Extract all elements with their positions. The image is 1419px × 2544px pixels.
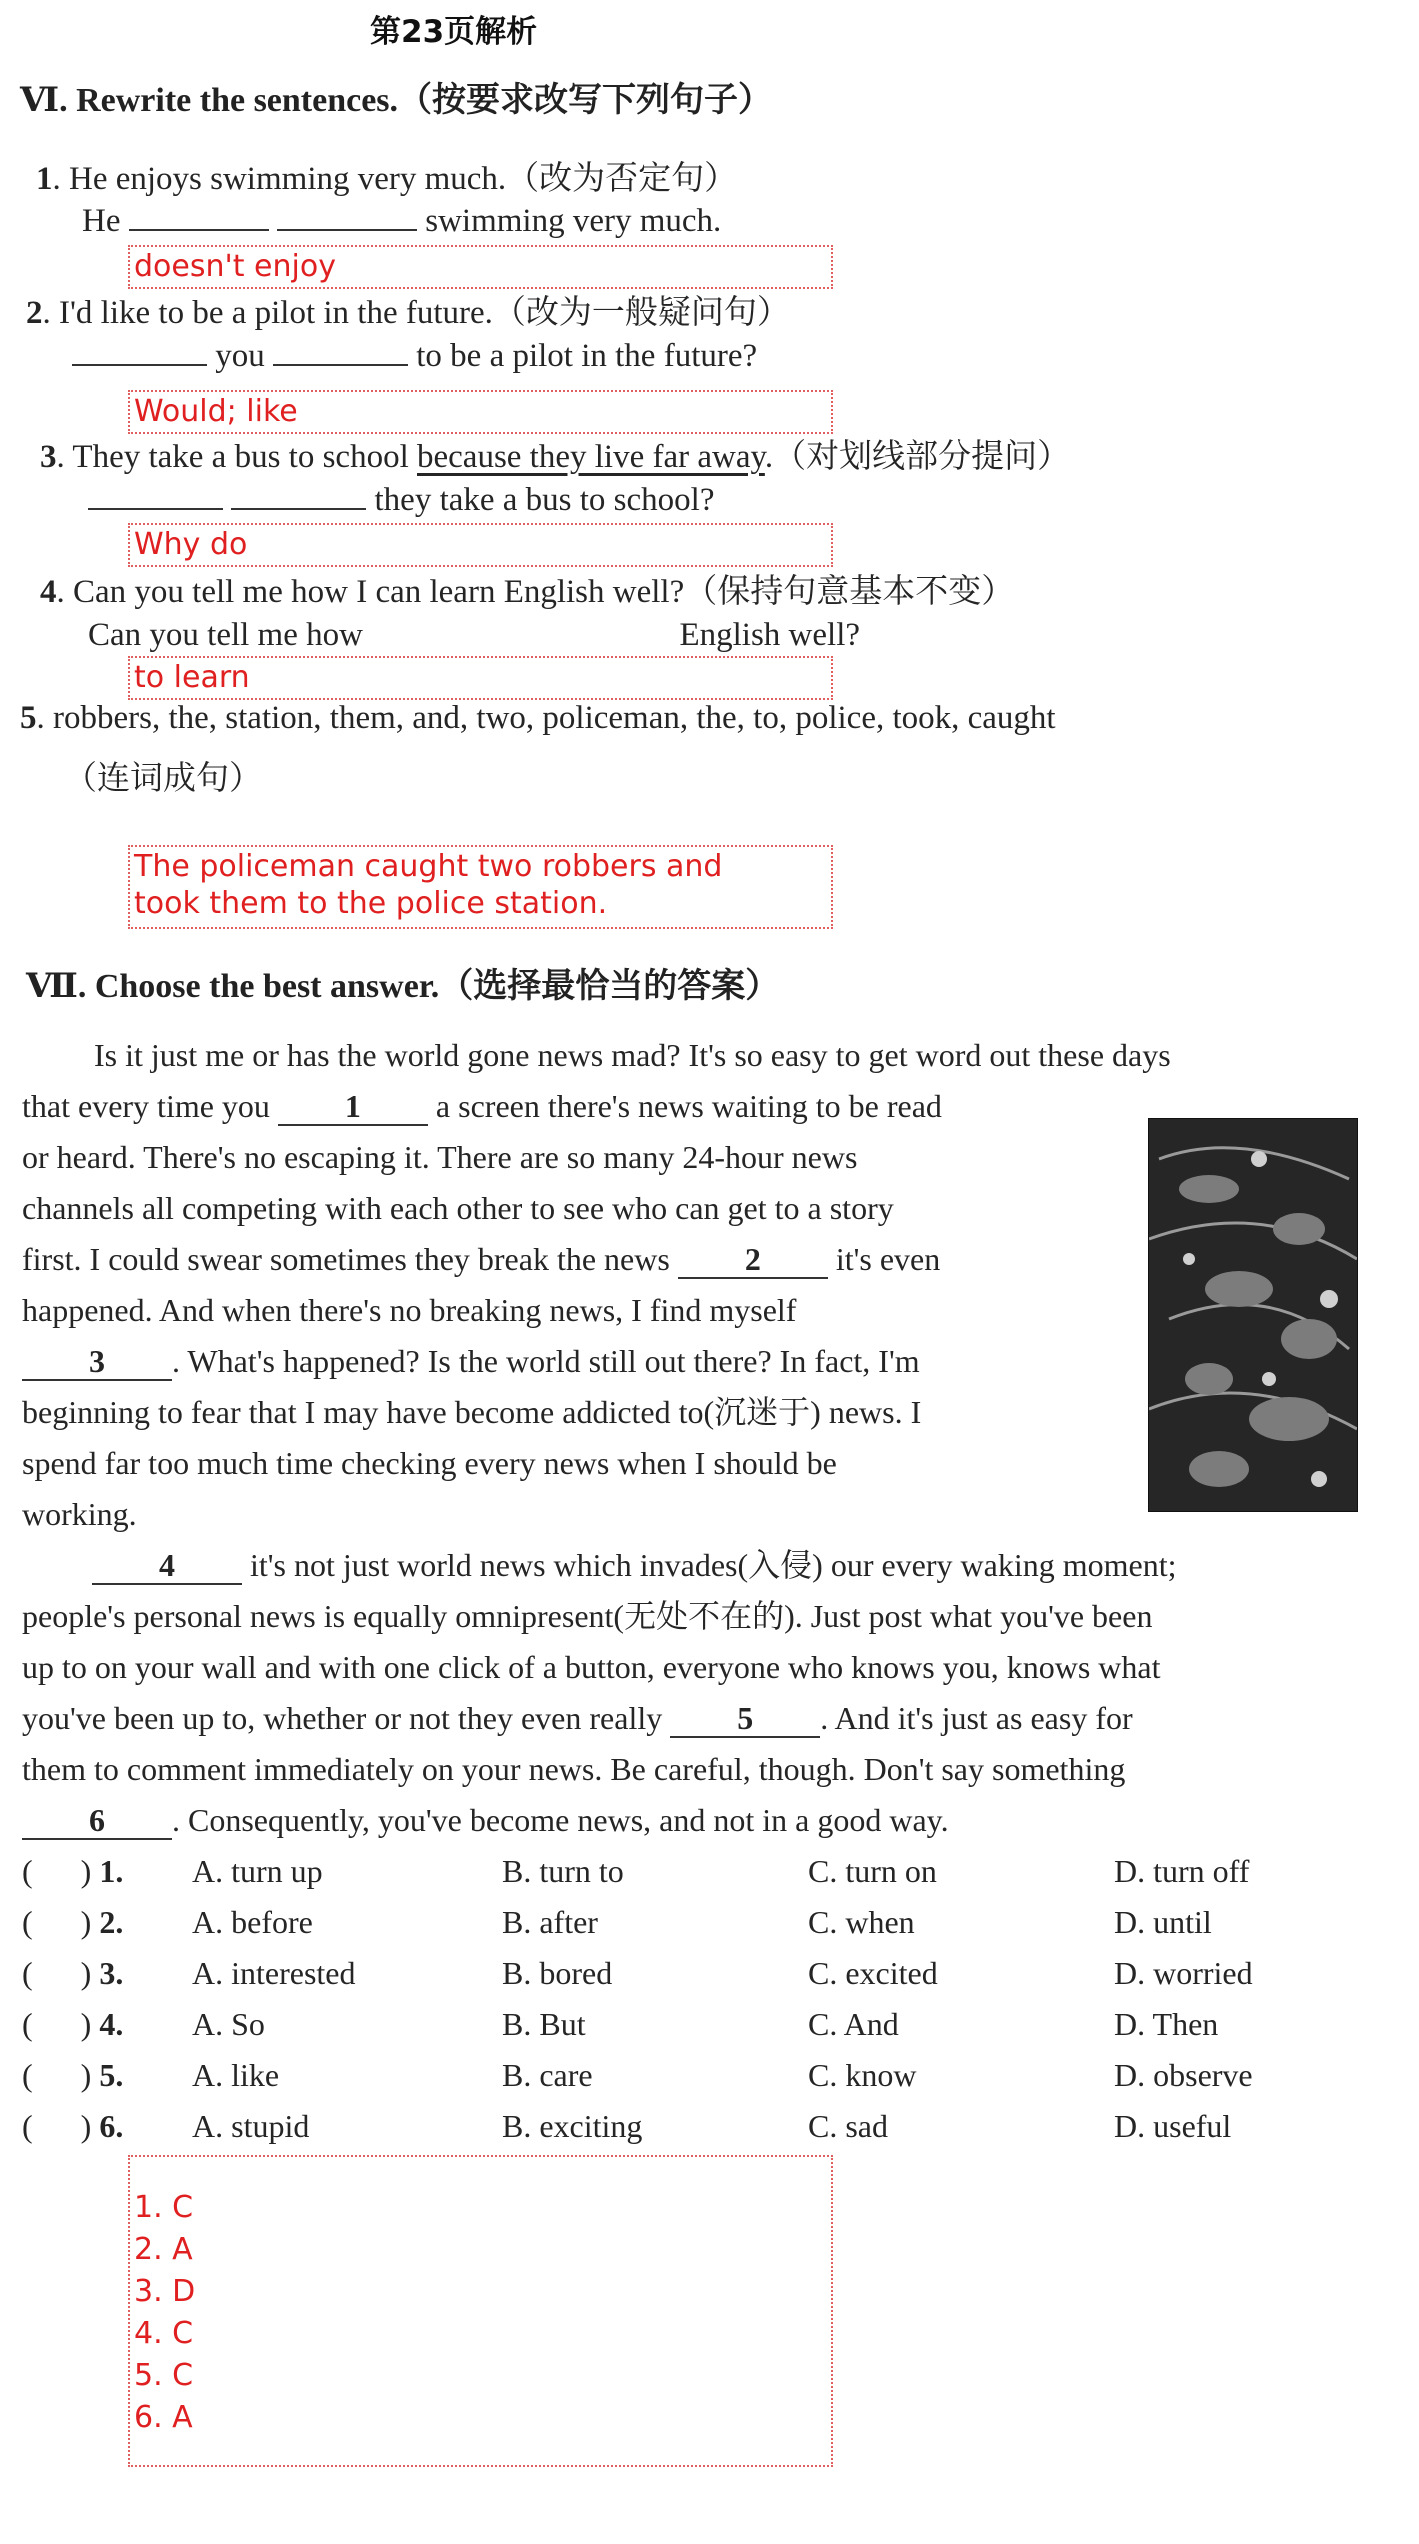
question-5-instruction: （连词成句） (64, 761, 262, 797)
passage-line: spend far too much time checking every news when I should be (22, 1445, 837, 1481)
answer-box-1: doesn't enjoy (128, 245, 833, 289)
question-5: 5. robbers, the, station, them, and, two, policeman, the, to, police, took, caught (20, 700, 1056, 736)
option-1-D[interactable]: D. turn off (1114, 1853, 1250, 1889)
option-3-D[interactable]: D. worried (1114, 1955, 1253, 1991)
option-5-D[interactable]: D. observe (1114, 2057, 1253, 2093)
passage-line: beginning to fear that I may have become addicted to(沉迷于) news. I (22, 1394, 922, 1430)
passage-line: Is it just me or has the world gone news mad? It's so easy to get word out these days (94, 1037, 1171, 1073)
option-4-D[interactable]: D. Then (1114, 2006, 1219, 2042)
blank-5: 5 (670, 1702, 820, 1738)
option-row-1: ( ) 1. (22, 1853, 124, 1889)
passage-line: working. (22, 1496, 137, 1532)
question-3-rewrite: they take a bus to school? (88, 482, 715, 519)
option-2-A[interactable]: A. before (192, 1904, 313, 1940)
option-row-6: ( ) 6. (22, 2108, 124, 2144)
option-3-B[interactable]: B. bored (502, 1955, 613, 1991)
section7-heading: Ⅶ. Choose the best answer.（选择最恰当的答案） (26, 968, 780, 1005)
option-row-2: ( ) 2. (22, 1904, 124, 1940)
question-4-rewrite: Can you tell me how English well? (88, 617, 861, 653)
option-2-C[interactable]: C. when (808, 1904, 915, 1940)
option-row-3: ( ) 3. (22, 1955, 124, 1991)
blank-2: 2 (678, 1243, 828, 1279)
blank-4: 4 (92, 1549, 242, 1585)
option-1-A[interactable]: A. turn up (192, 1853, 323, 1889)
passage-line: channels all competing with each other to see who can get to a story (22, 1190, 894, 1226)
passage-line: you've been up to, whether or not they even really 5 . And it's just as easy for (22, 1700, 1133, 1736)
passage-line: first. I could swear sometimes they break the news 2 it's even (22, 1241, 941, 1277)
passage-line: that every time you 1 a screen there's news waiting to be read (22, 1088, 942, 1124)
passage-line: 6 . Consequently, you've become news, and not in a good way. (22, 1795, 949, 1846)
option-5-C[interactable]: C. know (808, 2057, 917, 2093)
passage-line: 3 . What's happened? Is the world still out there? In fact, I'm (22, 1336, 920, 1387)
option-6-A[interactable]: A. stupid (192, 2108, 310, 2144)
option-row-5: ( ) 5. (22, 2057, 124, 2093)
option-2-D[interactable]: D. until (1114, 1904, 1212, 1940)
option-4-B[interactable]: B. But (502, 2006, 586, 2042)
passage-line: them to comment immediately on your news. Be careful, though. Don't say something (22, 1751, 1126, 1787)
answer-box-5: The policeman caught two robbers and took them to the police station. (128, 845, 833, 929)
blank-6: 6 (22, 1804, 172, 1840)
section6-heading: Ⅵ. Rewrite the sentences.（按要求改写下列句子） (20, 82, 773, 119)
option-6-B[interactable]: B. exciting (502, 2108, 643, 2144)
question-1: 1. He enjoys swimming very much.（改为否定句） (36, 161, 738, 197)
option-row-4: ( ) 4. (22, 2006, 124, 2042)
option-5-B[interactable]: B. care (502, 2057, 593, 2093)
question-2-rewrite: you to be a pilot in the future? (72, 338, 757, 375)
option-4-A[interactable]: A. So (192, 2006, 265, 2042)
option-2-B[interactable]: B. after (502, 1904, 598, 1940)
blank-3: 3 (22, 1345, 172, 1381)
passage-line: 4 it's not just world news which invades(入侵) our every waking moment; (92, 1540, 1177, 1591)
answer-box-3: Why do (128, 523, 833, 567)
answer-box-7: 1. C 2. A 3. D 4. C 5. C 6. A (128, 2155, 833, 2467)
question-4: 4. Can you tell me how I can learn English well?（保持句意基本不变） (40, 574, 1015, 610)
passage-line: up to on your wall and with one click of a button, everyone who knows you, knows what (22, 1649, 1161, 1685)
question-2: 2. I'd like to be a pilot in the future.（改为一般疑问句） (26, 295, 790, 331)
question-1-rewrite: He swimming very much. (82, 203, 722, 239)
news-collage-photo (1148, 1118, 1358, 1512)
passage-line: or heard. There's no escaping it. There are so many 24-hour news (22, 1139, 858, 1175)
option-1-C[interactable]: C. turn on (808, 1853, 937, 1889)
option-6-D[interactable]: D. useful (1114, 2108, 1232, 2144)
question-3: 3. They take a bus to school because they live far away.（对划线部分提问） (40, 439, 1071, 475)
option-6-C[interactable]: C. sad (808, 2108, 888, 2144)
option-4-C[interactable]: C. And (808, 2006, 899, 2042)
passage-line: people's personal news is equally omnipresent(无处不在的). Just post what you've been (22, 1598, 1153, 1634)
option-3-A[interactable]: A. interested (192, 1955, 356, 1991)
page-title: 第23页解析 (370, 14, 538, 50)
passage-line: happened. And when there's no breaking news, I find myself (22, 1292, 797, 1328)
option-3-C[interactable]: C. excited (808, 1955, 938, 1991)
option-5-A[interactable]: A. like (192, 2057, 280, 2093)
blank-1: 1 (278, 1090, 428, 1126)
answer-box-2: Would; like (128, 390, 833, 434)
option-1-B[interactable]: B. turn to (502, 1853, 624, 1889)
answer-box-4: to learn (128, 656, 833, 700)
